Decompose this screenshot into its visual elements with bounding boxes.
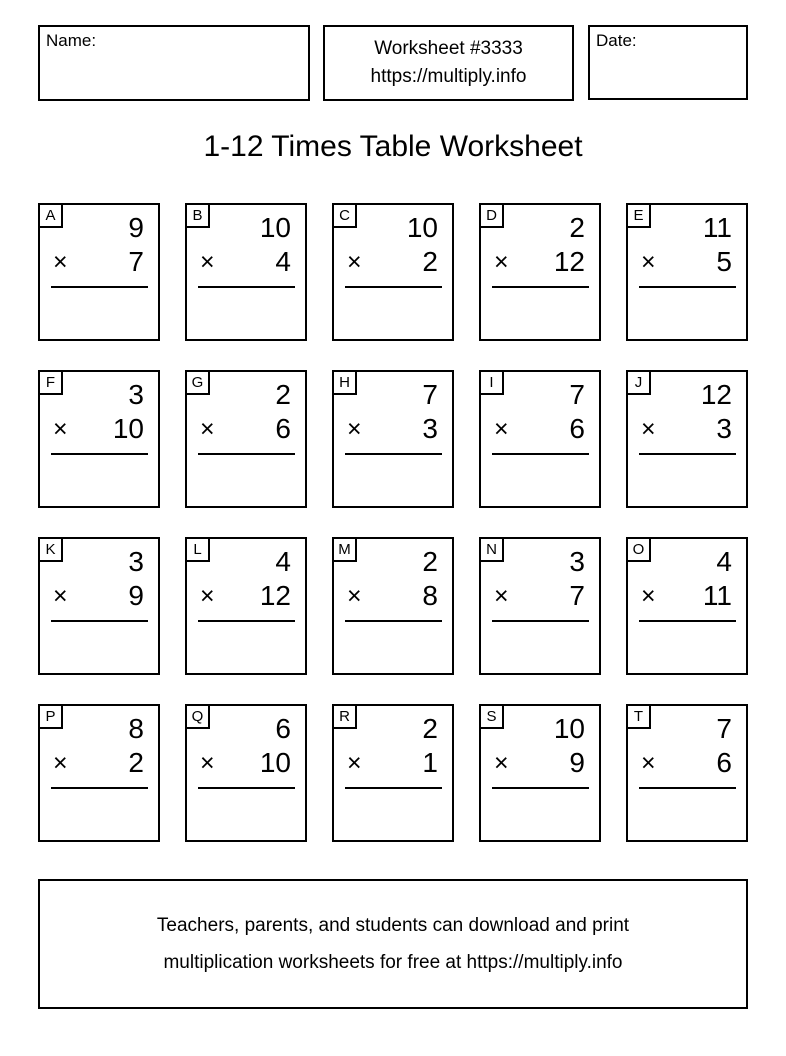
problem-letter-badge: C bbox=[334, 205, 357, 228]
problem-box bbox=[479, 704, 601, 842]
problem-letter-badge: I bbox=[481, 372, 504, 395]
multiplicand: 10 bbox=[406, 212, 438, 243]
multiplier: 5 bbox=[716, 246, 732, 277]
multiplicand: 3 bbox=[569, 546, 585, 577]
multiply-icon: × bbox=[347, 248, 362, 276]
problem-box bbox=[479, 537, 601, 675]
multiply-icon: × bbox=[494, 415, 509, 443]
name-label: Name: bbox=[46, 31, 97, 50]
multiplier: 6 bbox=[569, 413, 585, 444]
multiplicand: 2 bbox=[275, 379, 291, 410]
problem-box bbox=[38, 537, 160, 675]
multiplier: 10 bbox=[112, 413, 144, 444]
multiplier: 11 bbox=[702, 580, 732, 611]
problem-box bbox=[185, 537, 307, 675]
multiplier: 4 bbox=[275, 246, 291, 277]
multiplicand: 2 bbox=[422, 546, 438, 577]
problem-letter-badge: P bbox=[40, 706, 63, 729]
multiplicand: 7 bbox=[569, 379, 585, 410]
multiply-icon: × bbox=[347, 582, 362, 610]
problem-box bbox=[332, 704, 454, 842]
problem-letter-badge: L bbox=[187, 539, 210, 562]
multiplicand: 9 bbox=[128, 212, 144, 243]
multiplicand: 10 bbox=[553, 713, 585, 744]
multiplier: 3 bbox=[716, 413, 732, 444]
problem-box bbox=[479, 203, 601, 341]
multiply-icon: × bbox=[53, 415, 68, 443]
answer-line bbox=[198, 286, 295, 288]
multiply-icon: × bbox=[200, 248, 215, 276]
multiplier: 9 bbox=[128, 580, 144, 611]
problem-box bbox=[185, 370, 307, 508]
answer-line bbox=[639, 286, 736, 288]
multiplier: 2 bbox=[422, 246, 438, 277]
problem-box bbox=[38, 203, 160, 341]
problem-letter-badge: H bbox=[334, 372, 357, 395]
answer-line bbox=[51, 620, 148, 622]
multiply-icon: × bbox=[53, 248, 68, 276]
multiplicand: 2 bbox=[422, 713, 438, 744]
multiplicand: 6 bbox=[275, 713, 291, 744]
problem-letter-badge: N bbox=[481, 539, 504, 562]
multiply-icon: × bbox=[641, 582, 656, 610]
problem-letter-badge: B bbox=[187, 205, 210, 228]
problem-box bbox=[332, 203, 454, 341]
multiplicand: 11 bbox=[702, 212, 732, 243]
multiply-icon: × bbox=[494, 582, 509, 610]
multiplier: 7 bbox=[128, 246, 144, 277]
problem-letter-badge: M bbox=[334, 539, 357, 562]
multiplier: 9 bbox=[569, 747, 585, 778]
multiplicand: 12 bbox=[700, 379, 732, 410]
problem-letter-badge: Q bbox=[187, 706, 210, 729]
multiply-icon: × bbox=[641, 415, 656, 443]
multiplicand: 3 bbox=[128, 546, 144, 577]
multiplicand: 7 bbox=[422, 379, 438, 410]
worksheet-info-box bbox=[323, 25, 574, 101]
answer-line bbox=[639, 453, 736, 455]
problem-letter-badge: F bbox=[40, 372, 63, 395]
multiplicand: 3 bbox=[128, 379, 144, 410]
multiply-icon: × bbox=[494, 749, 509, 777]
multiply-icon: × bbox=[641, 248, 656, 276]
footer-note-box bbox=[38, 879, 748, 1009]
answer-line bbox=[345, 453, 442, 455]
answer-line bbox=[345, 620, 442, 622]
problem-letter-badge: A bbox=[40, 205, 63, 228]
problem-letter-badge: S bbox=[481, 706, 504, 729]
answer-line bbox=[492, 453, 589, 455]
problem-box bbox=[332, 370, 454, 508]
multiplier: 8 bbox=[422, 580, 438, 611]
multiplier: 10 bbox=[259, 747, 291, 778]
multiply-icon: × bbox=[200, 749, 215, 777]
answer-line bbox=[198, 620, 295, 622]
answer-line bbox=[198, 453, 295, 455]
answer-line bbox=[345, 787, 442, 789]
name-field-box bbox=[38, 25, 310, 101]
multiply-icon: × bbox=[200, 582, 215, 610]
multiplier: 12 bbox=[553, 246, 585, 277]
multiplicand: 8 bbox=[128, 713, 144, 744]
date-label: Date: bbox=[596, 31, 637, 50]
multiplier: 7 bbox=[569, 580, 585, 611]
multiply-icon: × bbox=[53, 749, 68, 777]
problem-letter-badge: R bbox=[334, 706, 357, 729]
worksheet-number: Worksheet #3333 bbox=[374, 38, 523, 59]
problem-box bbox=[332, 537, 454, 675]
answer-line bbox=[492, 620, 589, 622]
problem-box bbox=[38, 704, 160, 842]
problem-box bbox=[479, 370, 601, 508]
multiplier: 12 bbox=[259, 580, 291, 611]
problem-box bbox=[185, 203, 307, 341]
date-field-box bbox=[588, 25, 748, 100]
multiply-icon: × bbox=[641, 749, 656, 777]
multiply-icon: × bbox=[347, 749, 362, 777]
multiplicand: 4 bbox=[275, 546, 291, 577]
problem-letter-badge: O bbox=[628, 539, 651, 562]
answer-line bbox=[492, 787, 589, 789]
answer-line bbox=[198, 787, 295, 789]
problem-box bbox=[38, 370, 160, 508]
multiplier: 2 bbox=[128, 747, 144, 778]
multiply-icon: × bbox=[200, 415, 215, 443]
problem-letter-badge: D bbox=[481, 205, 504, 228]
multiply-icon: × bbox=[53, 582, 68, 610]
multiply-icon: × bbox=[347, 415, 362, 443]
page-title: 1-12 Times Table Worksheet bbox=[203, 130, 583, 163]
footer-line-2: multiplication worksheets for free at https://multiply.info bbox=[163, 952, 623, 973]
answer-line bbox=[492, 286, 589, 288]
answer-line bbox=[51, 787, 148, 789]
answer-line bbox=[639, 620, 736, 622]
problem-letter-badge: J bbox=[628, 372, 651, 395]
problem-box bbox=[626, 704, 748, 842]
answer-line bbox=[51, 453, 148, 455]
problems-grid bbox=[38, 203, 748, 842]
problem-letter-badge: E bbox=[628, 205, 651, 228]
problem-box bbox=[626, 370, 748, 508]
answer-line bbox=[639, 787, 736, 789]
worksheet-url: https://multiply.info bbox=[370, 66, 527, 87]
multiply-icon: × bbox=[494, 248, 509, 276]
multiplier: 6 bbox=[716, 747, 732, 778]
multiplier: 6 bbox=[275, 413, 291, 444]
problem-letter-badge: K bbox=[40, 539, 63, 562]
multiplicand: 10 bbox=[259, 212, 291, 243]
multiplier: 1 bbox=[422, 747, 438, 778]
problem-letter-badge: T bbox=[628, 706, 651, 729]
problem-box bbox=[626, 537, 748, 675]
problem-box bbox=[185, 704, 307, 842]
multiplicand: 4 bbox=[716, 546, 732, 577]
answer-line bbox=[51, 286, 148, 288]
problem-box bbox=[626, 203, 748, 341]
multiplicand: 2 bbox=[569, 212, 585, 243]
footer-line-1: Teachers, parents, and students can download and print bbox=[156, 915, 630, 936]
multiplicand: 7 bbox=[716, 713, 732, 744]
problem-letter-badge: G bbox=[187, 372, 210, 395]
multiplier: 3 bbox=[422, 413, 438, 444]
answer-line bbox=[345, 286, 442, 288]
